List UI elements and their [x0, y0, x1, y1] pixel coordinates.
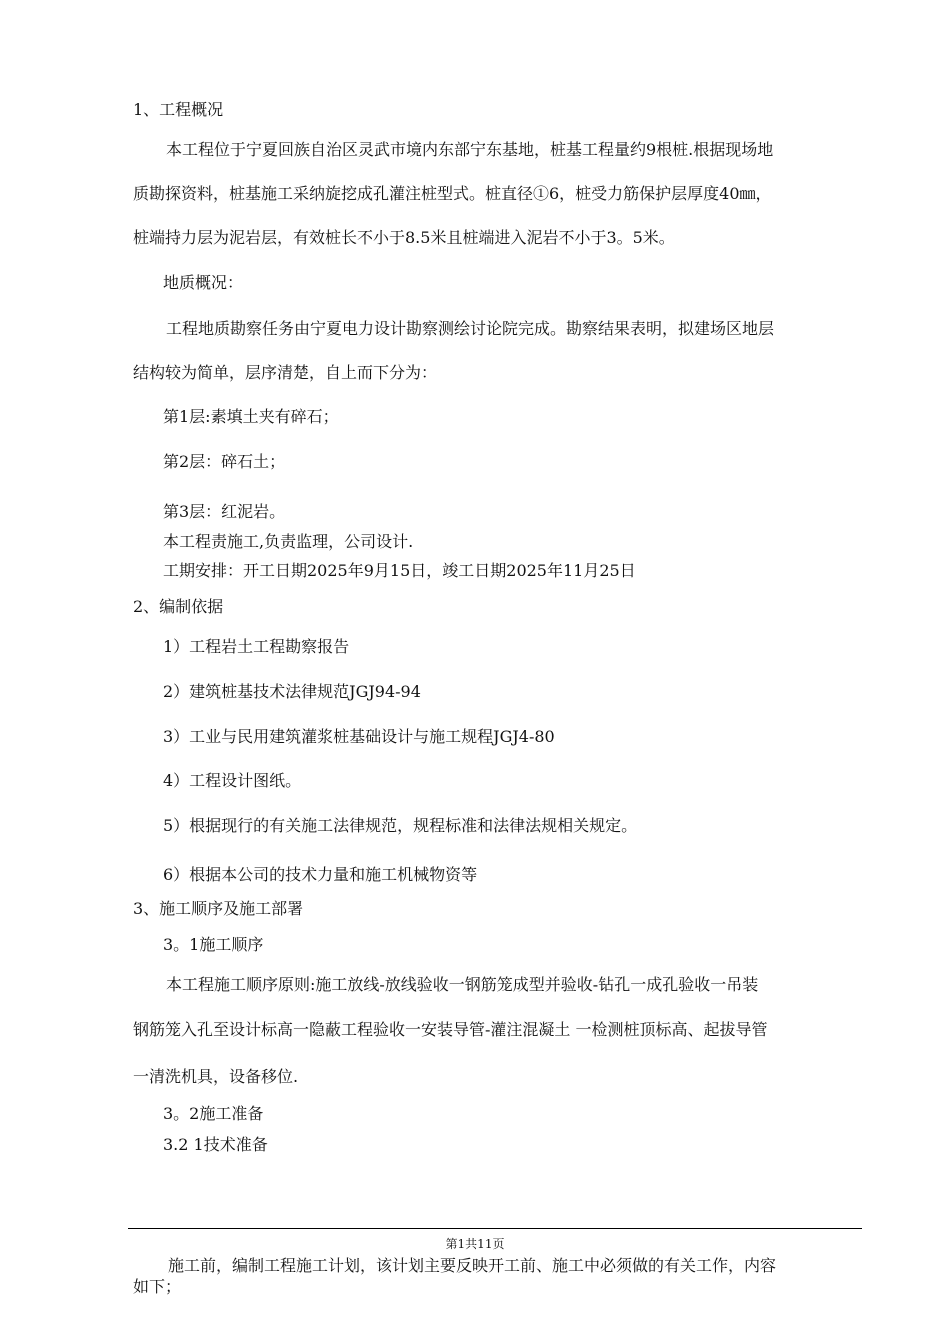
- sequence-para-line-3: 一清洗机具，设备移位.: [133, 1067, 299, 1086]
- overview-para-line-3: 桩端持力层为泥岩层，有效桩长不小于8.5米且桩端进入泥岩不小于3。5米。: [133, 228, 675, 247]
- sequence-para-line-1: 本工程施工顺序原则:施工放线-放线验收一钢筋笼成型并验收-钻孔一成孔验收一吊装: [166, 975, 759, 994]
- basis-item-5: 5）根据现行的有关施工法律规范，规程标准和法律法规相关规定。: [163, 816, 638, 835]
- geology-para-line-2: 结构较为简单，层序清楚，自上而下分为：: [133, 363, 438, 382]
- section-2-heading: 2、编制依据: [133, 597, 224, 616]
- page-number: 第1共11页: [445, 1237, 505, 1251]
- section-3-heading: 3、施工顺序及施工部署: [133, 899, 304, 918]
- basis-item-6: 6）根据本公司的技术力量和施工机械物资等: [163, 865, 478, 884]
- overview-para-line-2: 质勘探资料，桩基施工采纳旋挖成孔灌注桩型式。桩直径①6，桩受力筋保护层厚度40㎜，: [133, 184, 772, 203]
- sequence-para-line-2: 钢筋笼入孔至设计标高一隐蔽工程验收一安装导管-灌注混凝土 一检测桩顶标高、起拔导管: [133, 1020, 768, 1039]
- basis-item-3: 3）工业与民用建筑灌浆桩基础设计与施工规程JGJ4-80: [163, 727, 555, 746]
- section-3-2-heading: 3。2施工准备: [163, 1104, 264, 1123]
- overview-para-line-1: 本工程位于宁夏回族自治区灵武市境内东部宁东基地，桩基工程量约9根桩.根据现场地: [166, 140, 774, 159]
- layer-3: 第3层：红泥岩。: [163, 502, 286, 521]
- next-page-para-line-1: 施工前，编制工程施工计划，该计划主要反映开工前、施工中必须做的有关工作，内容: [168, 1256, 777, 1275]
- section-1-heading: 1、工程概况: [133, 100, 224, 119]
- layer-2: 第2层：碎石土；: [163, 452, 286, 471]
- section-3-1-heading: 3。1施工顺序: [163, 935, 264, 954]
- next-page-para-line-2: 如下；: [133, 1277, 182, 1296]
- basis-item-4: 4）工程设计图纸。: [163, 771, 302, 790]
- section-3-2-1-heading: 3.2 1技术准备: [163, 1135, 268, 1154]
- layer-1: 第1层:素填土夹有碎石；: [163, 407, 339, 426]
- basis-item-1: 1）工程岩土工程勘察报告: [163, 637, 350, 656]
- footer-divider: [128, 1228, 862, 1229]
- schedule-line: 工期安排：开工日期2025年9月15日，竣工日期2025年11月25日: [163, 561, 636, 580]
- basis-item-2: 2）建筑桩基技术法律规范JGJ94-94: [163, 682, 421, 701]
- geology-heading: 地质概况：: [163, 273, 244, 292]
- geology-para-line-1: 工程地质勘察任务由宁夏电力设计勘察测绘讨论院完成。勘察结果表明，拟建场区地层: [166, 319, 775, 338]
- responsibility-line: 本工程责施工,负责监理，公司设计.: [163, 532, 414, 551]
